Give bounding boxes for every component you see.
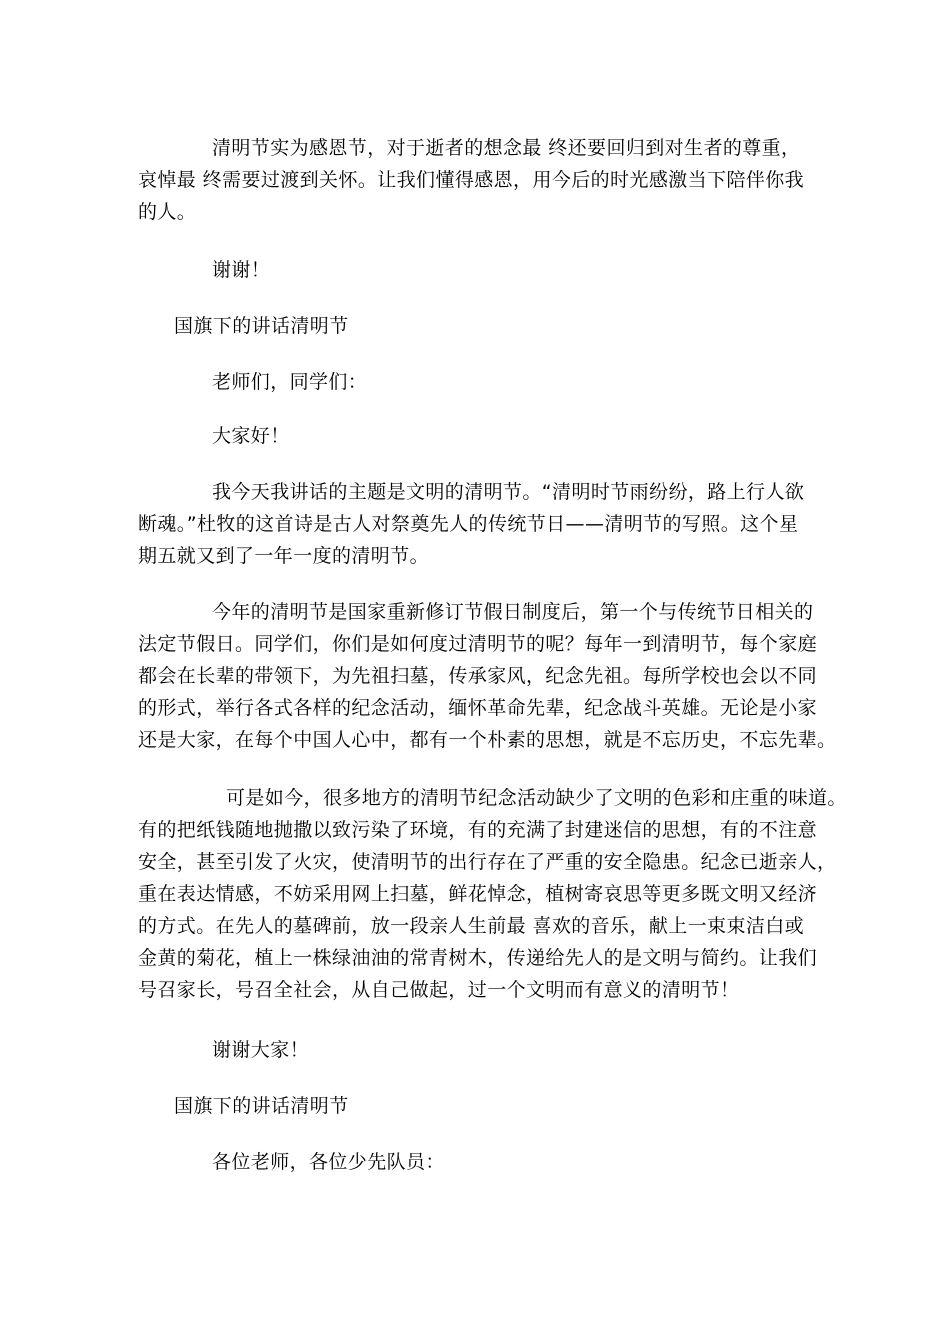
heading-text: 国旗下的讲话清明节 [174,315,349,337]
text-line: 都会在长辈的带领下，为先祖扫墓，传承家风，纪念先祖。每所学校也会以不同 [138,665,818,687]
text-line: 安全，甚至引发了火灾，使清明节的出行存在了严重的安全隐患。纪念已逝亲人， [138,851,837,873]
text-line: 重在表达情感，不妨采用网上扫墓，鲜花悼念，植树寄哀思等更多既文明又经济 [138,883,818,905]
text-line: 有的把纸钱随地抛撒以致污染了环境，有的充满了封建迷信的思想，有的不注意 [138,819,818,841]
speech-heading-1 [138,310,818,342]
paragraph-gratitude [138,132,818,228]
text-line: 的形式，举行各式各样的纪念活动，缅怀革命先辈，纪念战斗英雄。无论是小家 [138,697,818,719]
closing-thanks-1 [138,254,818,286]
text-line: 断魂。”杜牧的这首诗是古人对祭奠先人的传统节日——清明节的写照。这个星 [138,513,799,535]
greeting-1 [138,366,818,398]
text-line: 清明节实为感恩节，对于逝者的想念最 终还要回归到对生者的尊重， [212,137,801,159]
text-line: 大家好！ [212,425,290,447]
closing-thanks-2 [138,1034,818,1066]
paragraph-holiday [138,596,837,756]
text-line: 谢谢！ [212,259,271,281]
speech-heading-2 [138,1090,818,1122]
text-line: 还是大家，在每个中国人心中，都有一个朴素的思想，就是不忘历史，不忘先辈。 [138,729,837,751]
heading-text: 国旗下的讲话清明节 [174,1095,349,1117]
text-line: 我今天我讲话的主题是文明的清明节。“清明时节雨纷纷，路上行人欲 [212,481,805,503]
text-line: 法定节假日。同学们，你们是如何度过清明节的呢？每年一到清明节，每个家庭 [138,633,818,655]
text-line: 各位老师，各位少先队员： [212,1151,445,1173]
text-line: 号召家长，号召全社会，从自己做起，过一个文明而有意义的清明节！ [138,979,740,1001]
text-line: 老师们，同学们： [212,371,368,393]
text-line: 今年的清明节是国家重新修订节假日制度后，第一个与传统节日相关的 [212,601,814,623]
text-line: 哀悼最 终需要过渡到关怀。让我们懂得感恩，用今后的时光感激当下陪伴你我 [138,169,805,191]
paragraph-theme [138,476,818,572]
paragraph-civilized [138,782,847,1006]
greeting-hello [138,420,818,452]
text-line: 的人。 [138,201,197,223]
text-line: 谢谢大家！ [212,1039,310,1061]
text-line: 的方式。在先人的墓碑前，放一段亲人生前最 喜欢的音乐，献上一束束洁白或 [138,915,805,937]
greeting-2 [138,1146,818,1178]
text-line: 期五就又到了一年一度的清明节。 [138,545,430,567]
text-line: 可是如今，很多地方的清明节纪念活动缺少了文明的色彩和庄重的味道。 [226,787,847,809]
text-line: 金黄的菊花，植上一株绿油油的常青树木，传递给先人的是文明与简约。让我们 [138,947,818,969]
